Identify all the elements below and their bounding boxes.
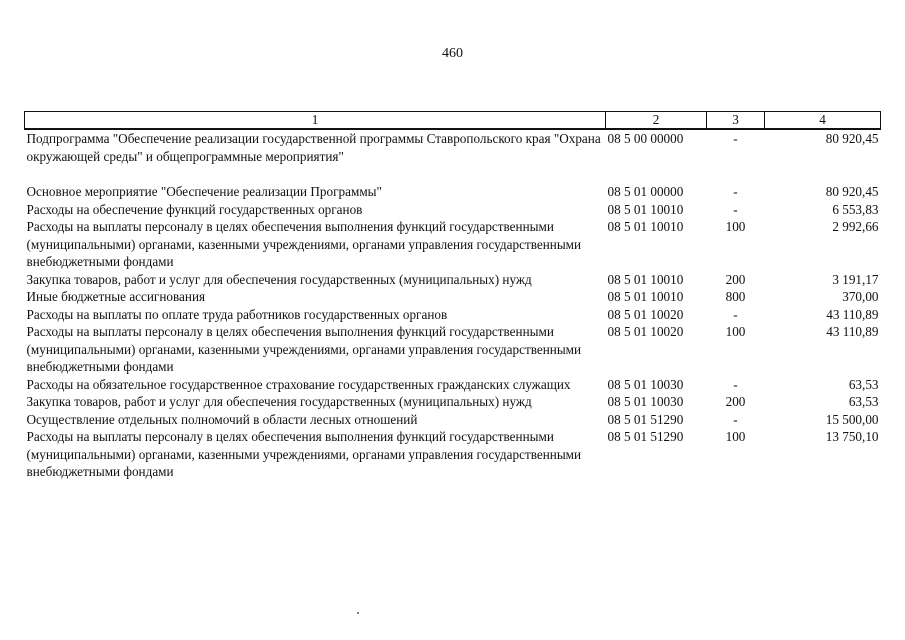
row-name: Подпрограмма "Обеспечение реализации государственной программы Ставропольского края "Охрана окружающей среды" и общепрограммные мероприятия" <box>25 129 606 165</box>
row-name: Расходы на обеспечение функций государственных органов <box>26 201 363 217</box>
table-row <box>25 129 881 165</box>
row-code: 08 5 01 10030 <box>607 376 684 392</box>
row-name: Расходы на выплаты по оплате труда работников государственных органов <box>26 306 448 322</box>
row-type: 200 <box>725 394 746 409</box>
row-amount: 63,53 <box>848 394 879 409</box>
row-type: 800 <box>725 289 746 304</box>
row-type: - <box>733 376 738 392</box>
row-type: 200 <box>725 271 746 287</box>
row-name: Основное мероприятие "Обеспечение реализации Программы" <box>26 184 382 199</box>
row-amount: 43 110,89 <box>826 306 879 322</box>
row-spacer <box>25 165 881 183</box>
row-name: Расходы на выплаты персоналу в целях обеспечения выполнения функций государственными (муниципальными) органами, казенными учреждениями, органами управления государственными внебюджетными фондами <box>26 429 582 479</box>
table-row <box>25 271 881 289</box>
spacer-cell <box>707 165 765 183</box>
row-code: 08 5 01 51290 <box>607 411 684 427</box>
scan-speck <box>357 612 359 614</box>
row-amount: 15 500,00 <box>825 411 879 427</box>
row-code: 08 5 01 10020 <box>607 306 684 322</box>
table-header <box>25 112 881 130</box>
row-name: Расходы на обязательное государственное страхование государственных гражданских служащих <box>26 376 571 392</box>
row-code: 08 5 01 10030 <box>607 394 684 409</box>
table-row <box>25 376 881 394</box>
row-type: 100 <box>725 324 746 339</box>
row-type: - <box>707 129 765 165</box>
header-col-2: 2 <box>606 112 707 130</box>
spacer-cell <box>25 165 606 183</box>
header-col-3: 3 <box>707 112 765 130</box>
row-code: 08 5 01 10010 <box>607 289 684 304</box>
header-row <box>25 112 881 130</box>
row-amount: 6 553,83 <box>832 201 879 217</box>
table-body <box>25 129 881 481</box>
row-type: - <box>733 201 738 217</box>
row-type: 100 <box>725 429 746 444</box>
spacer-cell <box>765 165 881 183</box>
table-row <box>25 183 881 201</box>
row-name: Осуществление отдельных полномочий в области лесных отношений <box>26 411 418 427</box>
row-name: Расходы на выплаты персоналу в целях обеспечения выполнения функций государственными (муниципальными) органами, казенными учреждениями, органами управления государственными внебюджетными фондами <box>26 324 582 374</box>
budget-table <box>24 111 881 481</box>
row-code: 08 5 00 00000 <box>606 129 707 165</box>
row-amount: 80 920,45 <box>765 129 881 165</box>
row-amount: 2 992,66 <box>832 219 879 234</box>
table-row <box>25 218 881 271</box>
table-row <box>25 288 881 306</box>
row-name: Закупка товаров, работ и услуг для обеспечения государственных (муниципальных) нужд <box>26 271 532 287</box>
header-col-4: 4 <box>765 112 881 130</box>
row-amount: 80 920,45 <box>825 184 879 199</box>
spacer-cell <box>606 165 707 183</box>
row-amount: 43 110,89 <box>826 324 879 339</box>
page-number: 460 <box>442 46 463 61</box>
row-amount: 370,00 <box>842 289 879 304</box>
row-name: Расходы на выплаты персоналу в целях обеспечения выполнения функций государственными (муниципальными) органами, казенными учреждениями, органами управления государственными внебюджетными фондами <box>26 219 582 269</box>
table-row <box>25 411 881 429</box>
row-amount: 63,53 <box>848 376 879 392</box>
table-row <box>25 393 881 411</box>
row-code: 08 5 01 10020 <box>607 324 684 339</box>
row-type: - <box>733 411 738 427</box>
row-code: 08 5 01 10010 <box>607 219 684 234</box>
row-name: Закупка товаров, работ и услуг для обеспечения государственных (муниципальных) нужд <box>26 394 532 409</box>
table-row <box>25 306 881 324</box>
row-amount: 13 750,10 <box>825 429 879 444</box>
row-code: 08 5 01 00000 <box>607 184 684 199</box>
row-code: 08 5 01 51290 <box>607 429 684 444</box>
row-type: - <box>733 306 738 322</box>
row-name: Иные бюджетные ассигнования <box>26 289 206 304</box>
row-code: 08 5 01 10010 <box>607 201 684 217</box>
table-row <box>25 428 881 481</box>
row-amount: 3 191,17 <box>832 271 879 287</box>
row-code: 08 5 01 10010 <box>607 271 684 287</box>
table-row <box>25 201 881 219</box>
row-type: - <box>733 184 738 199</box>
row-type: 100 <box>725 219 746 234</box>
header-col-1: 1 <box>25 112 606 130</box>
table-row <box>25 323 881 376</box>
